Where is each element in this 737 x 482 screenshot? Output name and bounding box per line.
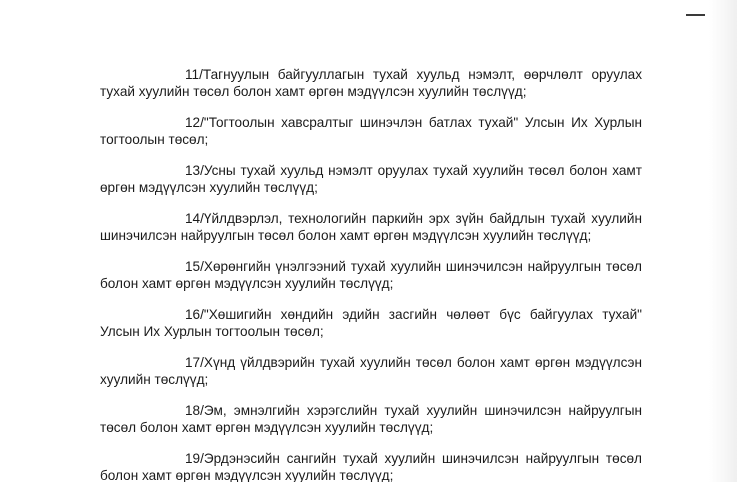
agenda-item-14: 14/Үйлдвэрлэл, технологийн паркийн эрх зүйн байдлын тухай хуулийн шинэчилсэн найруулгын төсөл болон хамт өргөн мэдүүлсэн хуулийн төслүүд;	[100, 211, 642, 243]
agenda-item-19: 19/Эрдэнэсийн сангийн тухай хуулийн шинэчилсэн найруулгын төсөл болон хамт өргөн мэдүүлсэн хуулийн төслүүд;	[100, 451, 642, 482]
scan-edge-shadow	[709, 0, 737, 482]
agenda-item-15: 15/Хөрөнгийн үнэлгээний тухай хуулийн шинэчилсэн найруулгын төсөл болон хамт өргөн мэдүүлсэн хуулийн төслүүд;	[100, 259, 642, 291]
agenda-item-11: 11/Тагнуулын байгууллагын тухай хуульд нэмэлт, өөрчлөлт оруулах тухай хуулийн төсөл болон хамт өргөн мэдүүлсэн хуулийн төслүүд;	[100, 67, 642, 99]
agenda-item-17: 17/Хүнд үйлдвэрийн тухай хуулийн төсөл болон хамт өргөн мэдүүлсэн хуулийн төслүүд;	[100, 355, 642, 387]
agenda-item-16: 16/"Хөшигийн хөндийн эдийн засгийн чөлөөт бүс байгуулах тухай" Улсын Их Хурлын тогтоолын төсөл;	[100, 307, 642, 339]
page-corner-mark	[686, 14, 705, 16]
agenda-list	[100, 66, 642, 482]
agenda-item-12: 12/"Тогтоолын хавсралтыг шинэчлэн батлах тухай" Улсын Их Хурлын тогтоолын төсөл;	[100, 115, 642, 147]
agenda-item-13: 13/Усны тухай хуульд нэмэлт оруулах тухай хуулийн төсөл болон хамт өргөн мэдүүлсэн хуулийн төслүүд;	[100, 163, 642, 195]
agenda-item-18: 18/Эм, эмнэлгийн хэрэгслийн тухай хуулийн шинэчилсэн найруулгын төсөл болон хамт өргөн мэдүүлсэн хуулийн төслүүд;	[100, 403, 642, 435]
